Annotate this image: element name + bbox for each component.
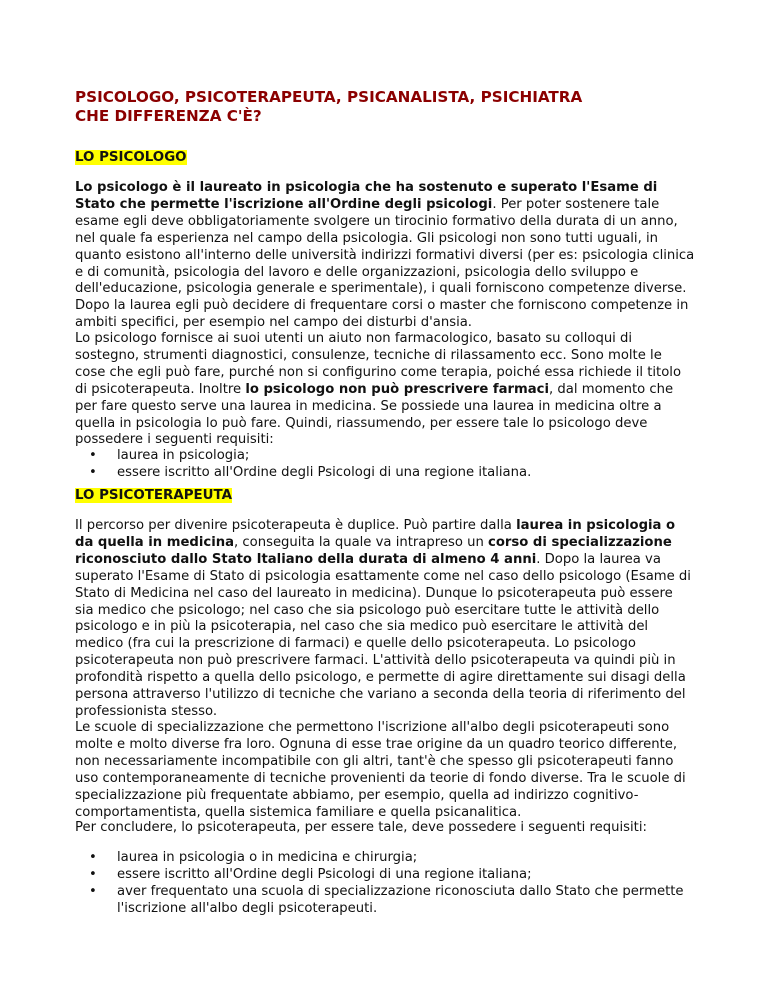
psicoterapeuta-corso-bold: corso di specializzazione riconosciuto dallo Stato Italiano della durata di almeno 4 anni <box>75 534 672 567</box>
psicoterapeuta-paragraph-1-text-b: , conseguita la quale va intrapreso un <box>234 534 489 550</box>
psicologo-no-farmaci-bold: lo psicologo non può prescrivere farmaci <box>245 381 550 397</box>
psicoterapeuta-paragraph-1-text-a: Il percorso per divenire psicoterapeuta è duplice. Può partire dalla <box>75 518 517 533</box>
section-heading-psicologo <box>75 149 187 166</box>
section-heading-psicoterapeuta <box>75 487 232 504</box>
psicologo-paragraph-1-text: . Per poter sostenere tale esame egli deve obbligatoriamente svolgere un tirocinio formativo della durata di un anno, nel quale fa esperienza nel campo della psicologia. Gli psicologi non sono tutti uguali, in quanto esistono all'interno delle università indirizzi formativi diversi (per es: psicologia clinica e di comunità, psicologia del lavoro e delle organizzazioni, psicologia dello sviluppo e dell'educazione, psicologia generale e sperimentale), i quali forniscono competenze diverse. Dopo la laurea egli può decidere di frequentare corsi o master che forniscono competenze in ambiti specifici, per esempio nel campo dei disturbi d'ansia. <box>75 196 695 331</box>
psicologo-paragraph-2-text-a: Lo psicologo fornisce ai suoi utenti un aiuto non farmacologico, basato su colloqui di sostegno, strumenti diagnostici, consulenze, tecniche di rilassamento ecc. Sono molte le cose che egli può fare, purché non si configurino come terapia, poiché essa richiede il titolo di psicoterapeuta. Inoltre <box>75 331 682 397</box>
list-item: • laurea in psicologia o in medicina e chirurgia; <box>75 850 695 867</box>
psicoterapeuta-paragraph-1-text-c: . Dopo la laurea va superato l'Esame di Stato di psicologia esattamente come nel caso dello psicologo (Esame di Stato di Medicina nel caso del laureato in medicina). Dunque lo psicoterapeuta può essere sia medico che psicologo; nel caso che sia psicologo può esercitare tutte le attività dello psicologo e in più la psicoterapia, nel caso che sia medico può esercitare le attività del medico (fra cui la prescrizione di farmaci) e quelle dello psicoterapeuta. Lo psicologo psicoterapeuta non può prescrivere farmaci. L'attività dello psicoterapeuta va quindi più in profondità rispetto a quella dello psicologo, e permette di agire direttamente sui disagi della persona attraverso l'utilizzo di tecniche che variano a seconda della teoria di riferimento del professionista stesso. <box>75 551 691 719</box>
document-title <box>75 88 582 126</box>
psicoterapeuta-paragraph-2: Le scuole di specializzazione che permettono l'iscrizione all'albo degli psicoterapeuti sono molte e molto diverse fra loro. Ognuna di esse trae origine da un quadro teorico differente, non necessariamente incompatibile con gli altri, tant'è che spesso gli psicoterapeuti fanno uso contemporaneamente di tecniche provenienti da teorie di fondo diverse. Tra le scuole di specializzazione più frequentate abbiamo, per esempio, quella ad indirizzo cognitivo-comportamentista, quella sistemica familiare e quella psicanalitica. <box>75 720 686 820</box>
psicologo-paragraph-2 <box>75 331 695 449</box>
heading-highlight: LO PSICOLOGO <box>75 150 187 165</box>
psicoterapeuta-paragraph-3: Per concludere, lo psicoterapeuta, per essere tale, deve possedere i seguenti requisiti: <box>75 820 647 835</box>
psicoterapeuta-requirements-list <box>75 850 695 918</box>
psicologo-paragraph-2-text-b: , dal momento che per fare questo serve una laurea in medicina. Se possiede una laurea in medicina oltre a quella in psicologia lo può fare. Quindi, riassumendo, per essere tale lo psicologo deve possedere i seguenti requisiti: <box>75 381 674 448</box>
list-item: • aver frequentato una scuola di specializzazione riconosciuta dallo Stato che permette l'iscrizione all'albo degli psicoterapeuti. <box>75 884 695 918</box>
psicologo-definition-bold: Lo psicologo è il laureato in psicologia che ha sostenuto e superato l'Esame di Stato che permette l'iscrizione all'Ordine degli psicologi <box>75 180 658 212</box>
title-line-2: CHE DIFFERENZA C'È? <box>75 107 262 125</box>
title-line-1: PSICOLOGO, PSICOTERAPEUTA, PSICANALISTA, PSICHIATRA <box>75 88 583 106</box>
psicoterapeuta-paragraph-1 <box>75 518 695 721</box>
psicologo-paragraph-1 <box>75 180 695 332</box>
psicologo-requirements-list <box>75 448 695 482</box>
list-item: • essere iscritto all'Ordine degli Psicologi di una regione italiana. <box>75 465 695 482</box>
heading-highlight: LO PSICOTERAPEUTA <box>75 488 232 503</box>
list-item: • essere iscritto all'Ordine degli Psicologi di una regione italiana; <box>75 867 695 884</box>
list-item: • laurea in psicologia; <box>75 448 695 465</box>
psicoterapeuta-laurea-bold: laurea in psicologia o da quella in medicina <box>75 518 676 550</box>
